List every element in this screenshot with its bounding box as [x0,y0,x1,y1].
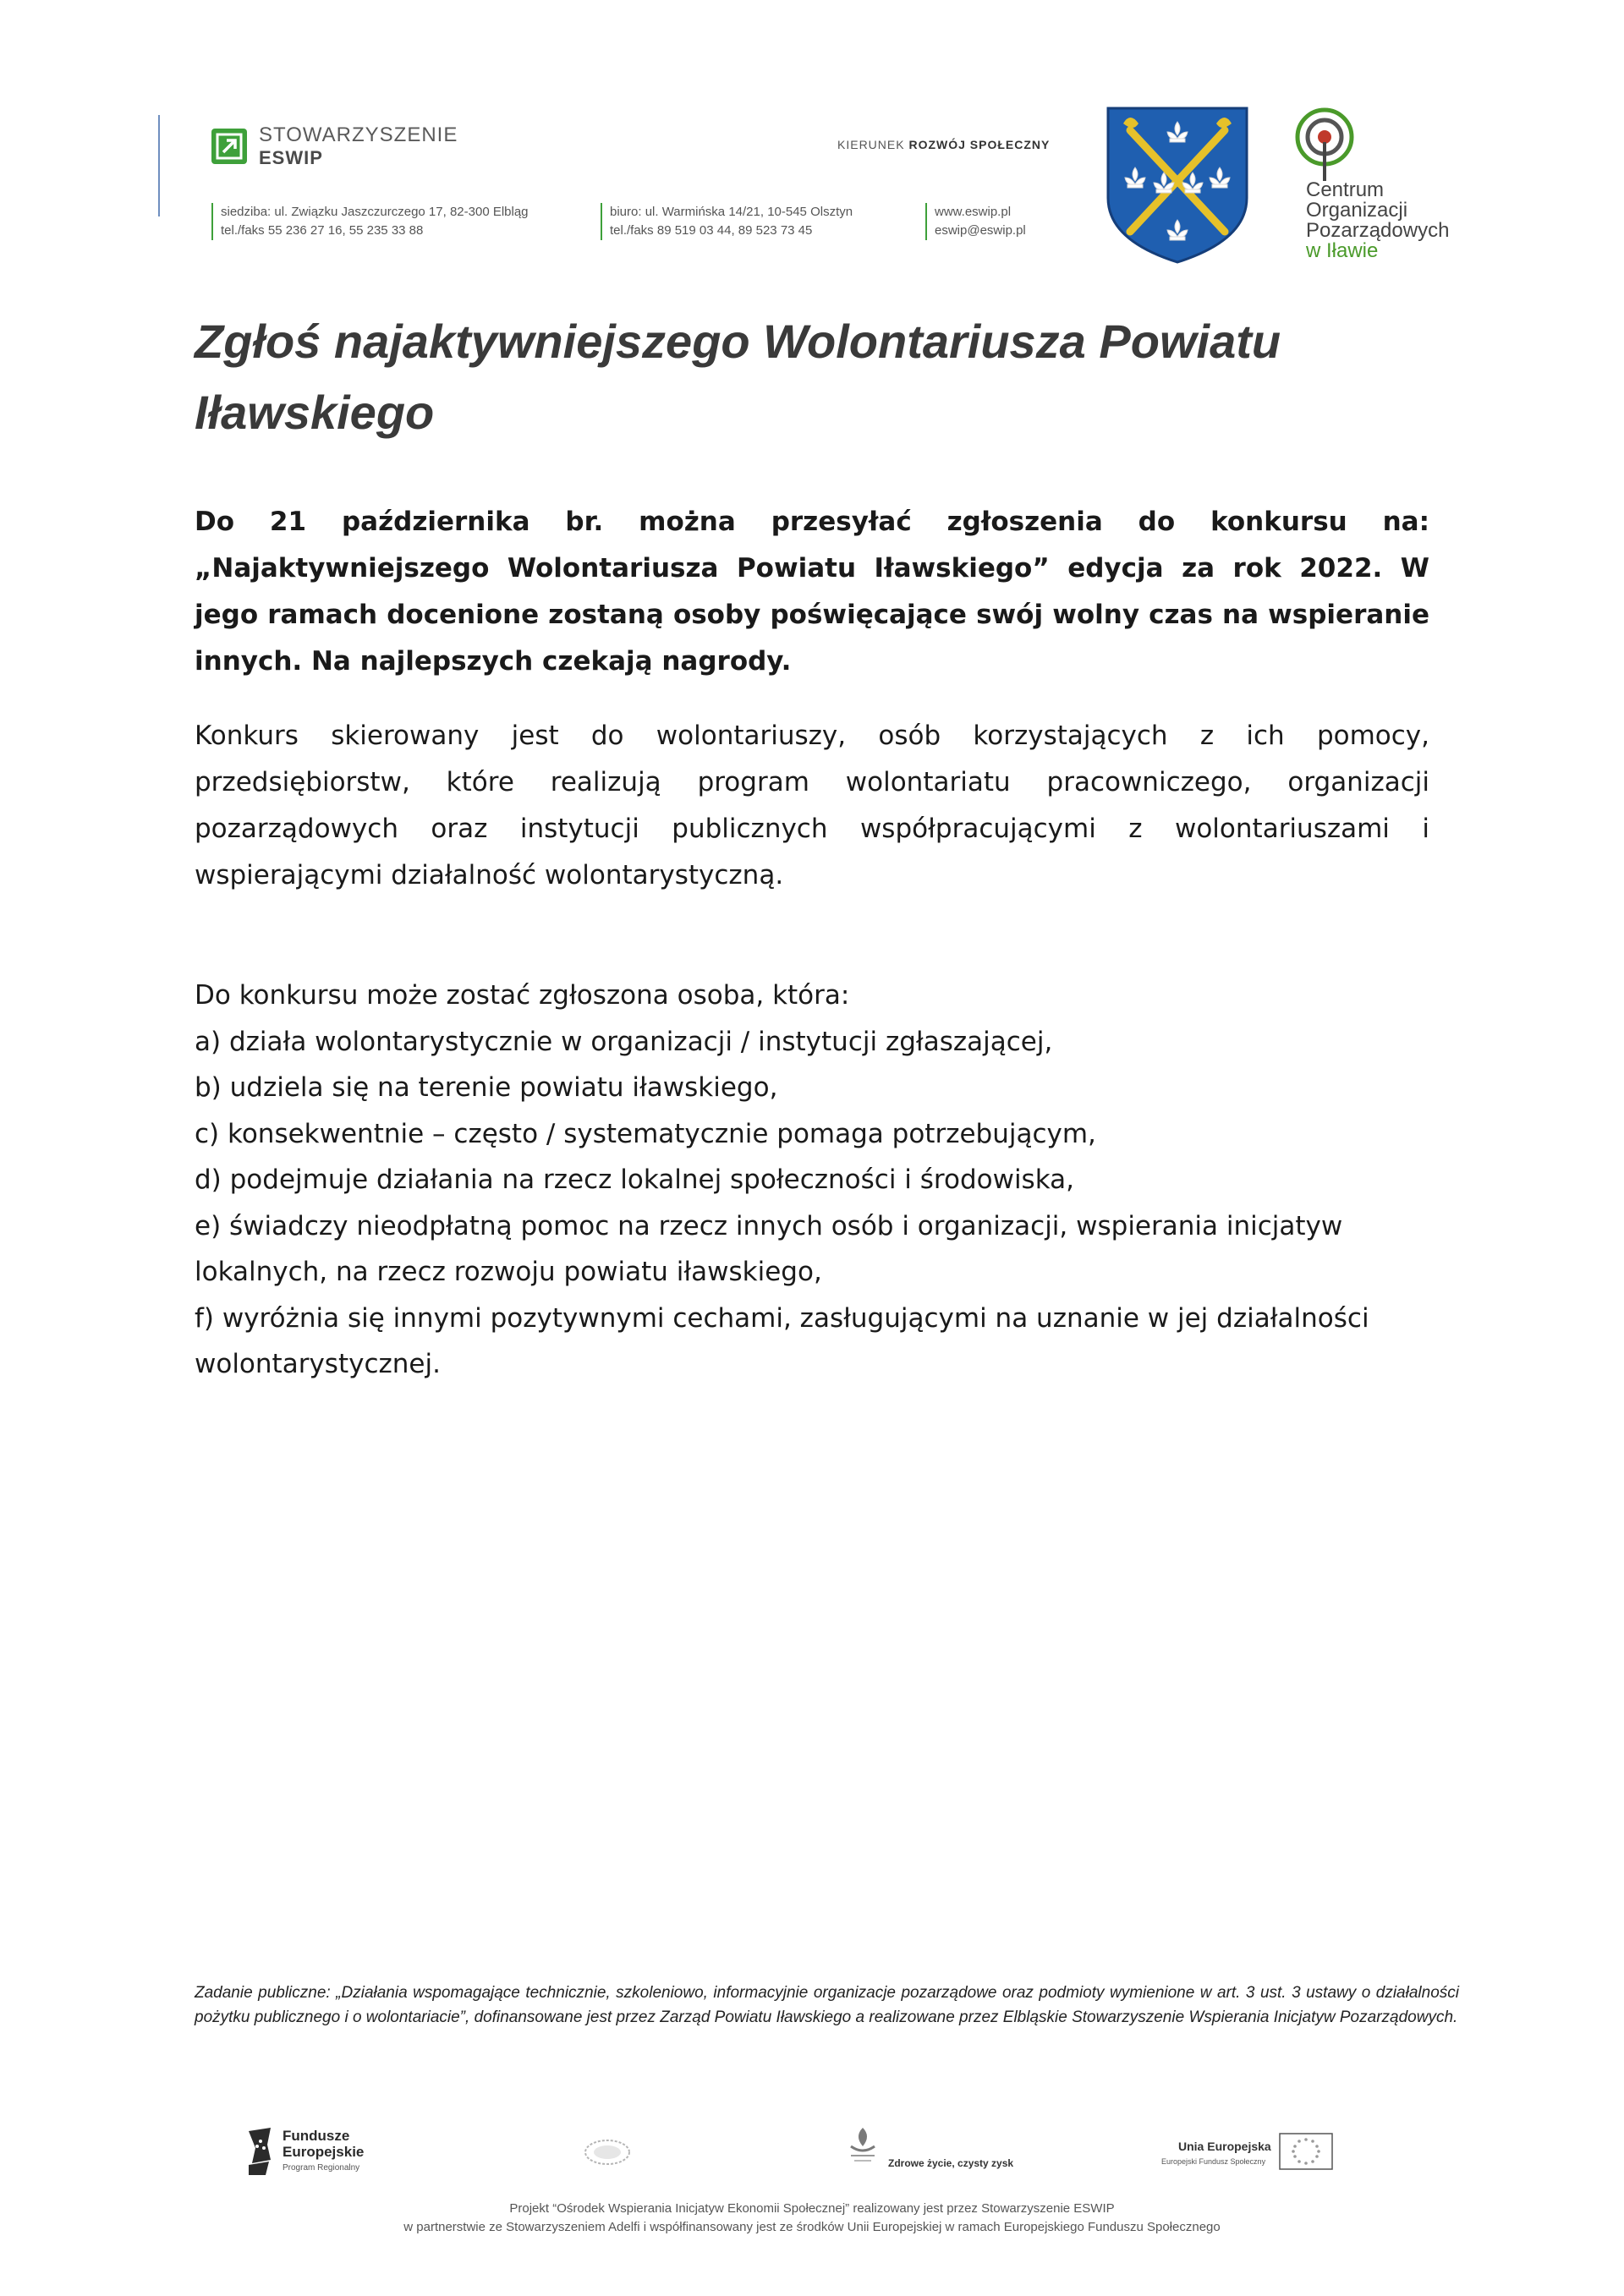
ue-line2: Europejski Fundusz Społeczny [1161,2157,1266,2166]
email-link[interactable]: eswip@eswip.pl [935,223,1026,238]
fundusze-europejskie-flag-icon [245,2126,274,2177]
powiat-coat-of-arms-icon [1105,105,1250,266]
fe-line3: Program Regionalny [283,2163,360,2173]
contact-siedziba [211,203,529,240]
eu-flag-icon [1279,2133,1333,2170]
centrum-circle-icon [1291,105,1357,183]
kierunek-bold: ROZWÓJ SPOŁECZNY [908,138,1051,151]
centrum-line2: Organizacji [1306,199,1408,222]
centrum-logo [1287,101,1473,271]
list-item: d) podejmuje działania na rzecz lokalnej społeczności i środowiska, [195,1164,1074,1195]
eswip-name-line1: STOWARZYSZENIE [259,123,458,146]
criteria-intro: Do konkursu może zostać zgłoszona osoba, która: [195,980,850,1011]
eswip-logo [211,122,516,173]
centrum-line4: w Iławie [1306,239,1379,262]
public-task-note: Zadanie publiczne: „Działania wspomagające technicznie, szkoleniowo, informacyjnie organizacje pozarządowe oraz podmioty wymienione w art. 3 ust. 3 ustawy o działalności pożytku publicznego i o wolontariacie”, dofinansowane jest przez Zarząd Powiatu Iławskiego a realizowane przez Elbląskie Stowarzyszenie Wspierania Inicjatyw Pozarządowych. [195,1984,1459,2026]
project-info-line2: w partnerstwie ze Stowarzyszeniem Adelfi i współfinansowany jest ze środków Unii Europejskiej w ramach Europejskiego Funduszu Społecznego [403,2220,1221,2234]
ue-line1: Unia Europejska [1178,2140,1271,2153]
lead-paragraph: Do 21 października br. można przesyłać zgłoszenia do konkursu na: „Najaktywniejszego Wolontariusza Powiatu Iławskiego” edycja za rok 2022. W jego ramach docenione zostaną osoby poświęcające swój wolny czas na wspieranie innych. Na najlepszych czekają nagrody. [195,507,1429,677]
header-divider-line [158,115,160,216]
contact-biuro [601,203,853,240]
list-item: e) świadczy nieodpłatną pomoc na rzecz innych osób i organizacji, wspierania inicjatyw lokalnych, na rzecz rozwoju powiatu iławskiego, [195,1210,1343,1287]
eswip-arrow-icon [211,129,247,164]
centrum-line3: Pozarządowych [1306,219,1450,242]
kierunek-prefix: KIERUNEK [837,138,905,151]
page-title: Zgłoś najaktywniejszego Wolontariusza Powiatu Iławskiego [195,315,1281,439]
list-item: a) działa wolontarystycznie w organizacji / instytucji zgłaszającej, [195,1026,1053,1057]
centrum-line1: Centrum [1306,178,1385,201]
website-link[interactable]: www.eswip.pl [935,205,1012,219]
zdrowe-zycie-text: Zdrowe życie, czysty zysk [888,2157,1014,2169]
fe-line2: Europejskie [283,2144,365,2160]
criteria-list [195,973,1446,1388]
biuro-phone: tel./faks 89 519 03 44, 89 523 73 45 [610,223,813,238]
siedziba-address: siedziba: ul. Związku Jaszczurczego 17, 82-300 Elbląg [221,205,529,219]
biuro-address: biuro: ul. Warmińska 14/21, 10-545 Olsztyn [610,205,853,219]
audience-paragraph: Konkurs skierowany jest do wolontariuszy, osób korzystających z ich pomocy, przedsiębiorstw, które realizują program wolontariatu pracowniczego, organizacji pozarządowych oraz instytucji publicznych współpracującymi z wolontariuszami i wspierającymi działalność wolontarystyczną. [195,721,1429,890]
ppwp-logo-icon [582,2138,633,2167]
zdrowe-zycie-logo-icon [846,2124,880,2167]
fundusze-europejskie-logo [245,2124,389,2184]
siedziba-phone: tel./faks 55 236 27 16, 55 235 33 88 [221,223,424,238]
eswip-name-line2: ESWIP [259,147,323,168]
kierunek-tagline [837,138,1050,151]
project-info [254,2200,1370,2237]
project-info-line1: Projekt “Ośrodek Wspierania Inicjatyw Ekonomii Społecznej” realizowany jest przez Stowarzyszenie ESWIP [509,2201,1115,2216]
list-item: c) konsekwentnie – często / systematycznie pomaga potrzebującym, [195,1118,1096,1149]
list-item: f) wyróżnia się innymi pozytywnymi cechami, zasługującymi na uznanie w jej działalności wolontarystycznej. [195,1302,1369,1379]
contact-web [925,203,1026,240]
list-item: b) udziela się na terenie powiatu iławskiego, [195,1072,778,1103]
fe-line1: Fundusze [283,2128,350,2144]
